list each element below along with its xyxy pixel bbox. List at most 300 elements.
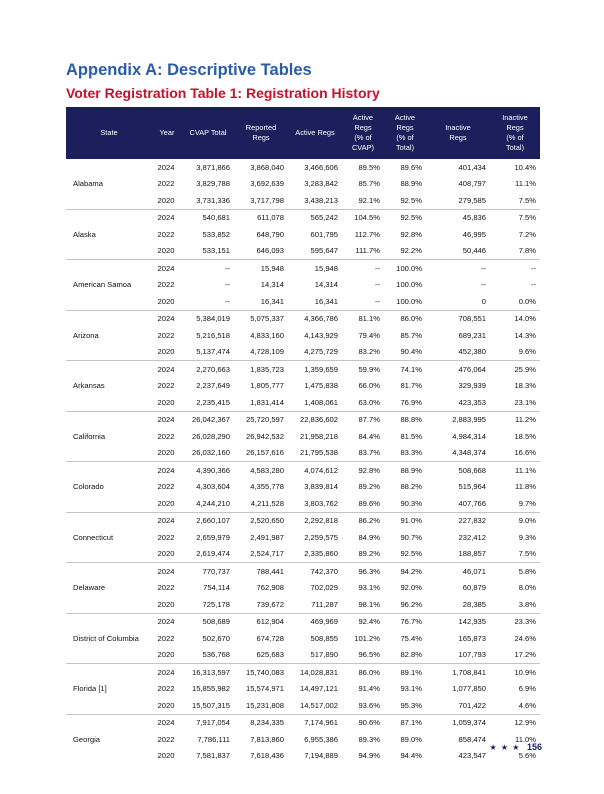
value-cell: 508,855: [310, 633, 338, 643]
column-header-line: Inactive: [502, 113, 528, 122]
value-cell: 83.2%: [358, 347, 380, 357]
value-cell: 101.2%: [354, 633, 380, 643]
column-header-line: Active: [394, 113, 416, 122]
state-cell: Florida [1]: [66, 664, 152, 715]
value-cell: 16,313,597: [182, 664, 234, 681]
value-cell: 4,244,210: [196, 498, 230, 508]
table-row: [66, 260, 540, 277]
column-header: [342, 107, 384, 159]
value-cell: 12.9%: [490, 714, 540, 731]
value-cell: 7.5%: [518, 549, 536, 559]
value-cell: 423,547: [458, 751, 486, 761]
value-cell: 89.6%: [400, 162, 422, 172]
value-cell: 2,491,987: [250, 532, 284, 542]
value-cell: 517,890: [310, 650, 338, 660]
year-cell: 2022: [157, 431, 175, 441]
value-cell: 754,114: [203, 583, 230, 593]
value-cell: --: [426, 260, 490, 277]
value-cell: 423,353: [458, 397, 486, 407]
value-cell: 188,857: [458, 549, 486, 559]
value-cell: 81.7%: [400, 381, 422, 391]
value-cell: 8,234,335: [234, 714, 288, 731]
table-row: [66, 361, 540, 378]
value-cell: 7.5%: [490, 209, 540, 226]
year-cell: 2024: [152, 361, 182, 378]
value-cell: 625,683: [256, 650, 284, 660]
value-cell: 4,366,786: [288, 310, 342, 327]
value-cell: 59.9%: [342, 361, 384, 378]
value-cell: 5.6%: [518, 751, 536, 761]
value-cell: 63.0%: [358, 397, 380, 407]
table-row: [66, 411, 540, 428]
value-cell: 5,137,474: [196, 347, 230, 357]
value-cell: 708,551: [426, 310, 490, 327]
value-cell: 15,855,982: [191, 684, 230, 694]
value-cell: 476,064: [426, 361, 490, 378]
value-cell: 96.5%: [358, 650, 380, 660]
year-cell: 2022: [157, 734, 175, 744]
value-cell: 81.5%: [400, 431, 422, 441]
value-cell: 533,151: [202, 246, 230, 256]
value-cell: --: [224, 296, 230, 306]
value-cell: 2,292,818: [288, 512, 342, 529]
value-cell: 227,832: [426, 512, 490, 529]
value-cell: 15,740,083: [234, 664, 288, 681]
value-cell: 4.6%: [518, 700, 536, 710]
value-cell: 90.4%: [400, 347, 422, 357]
value-cell: 1,835,723: [234, 361, 288, 378]
value-cell: 9.6%: [518, 347, 536, 357]
value-cell: 4,728,109: [250, 347, 284, 357]
year-cell: 2022: [157, 381, 175, 391]
value-cell: 16,341: [314, 296, 338, 306]
value-cell: --: [224, 280, 230, 290]
state-cell: Connecticut: [66, 512, 152, 563]
value-cell: 2,335,860: [304, 549, 338, 559]
state-cell: Arizona: [66, 310, 152, 361]
value-cell: 111.7%: [355, 246, 380, 256]
value-cell: 45,836: [426, 209, 490, 226]
value-cell: 14,028,831: [288, 664, 342, 681]
value-cell: 76.9%: [400, 397, 422, 407]
value-cell: 4,211,528: [250, 498, 284, 508]
value-cell: 94.9%: [358, 751, 380, 761]
value-cell: 770,737: [182, 563, 234, 580]
value-cell: 93.1%: [400, 684, 422, 694]
value-cell: 11.0%: [515, 734, 536, 744]
year-cell: 2020: [157, 246, 175, 256]
value-cell: 711,287: [311, 599, 338, 609]
value-cell: 4,833,160: [250, 330, 284, 340]
value-cell: 4,355,778: [250, 482, 284, 492]
value-cell: 92.5%: [400, 549, 422, 559]
value-cell: 92.8%: [400, 229, 422, 239]
value-cell: 83.3%: [400, 448, 422, 458]
value-cell: 2,619,474: [196, 549, 230, 559]
value-cell: 93.1%: [358, 583, 380, 593]
value-cell: 612,904: [234, 613, 288, 630]
value-cell: 15,231,808: [245, 700, 284, 710]
value-cell: 3,438,213: [304, 195, 338, 205]
value-cell: 4,143,929: [304, 330, 338, 340]
value-cell: 94.4%: [400, 751, 422, 761]
page-number: 156: [526, 742, 542, 752]
value-cell: 3,839,814: [304, 482, 338, 492]
value-cell: 1,408,061: [304, 397, 338, 407]
value-cell: 7.2%: [518, 229, 536, 239]
value-cell: 3,803,762: [304, 498, 338, 508]
value-cell: 46,995: [462, 229, 486, 239]
column-header-line: State: [100, 128, 118, 137]
value-cell: 7,786,111: [197, 734, 230, 744]
value-cell: 89.6%: [358, 498, 380, 508]
state-cell: Arkansas: [66, 361, 152, 412]
table-title: Voter Registration Table 1: Registration History: [66, 85, 380, 101]
value-cell: 23.1%: [514, 397, 536, 407]
value-cell: 8.0%: [518, 583, 536, 593]
value-cell: 100.0%: [384, 260, 426, 277]
value-cell: 7.8%: [518, 246, 536, 256]
value-cell: 3,717,798: [250, 195, 284, 205]
state-cell: Alaska: [66, 209, 152, 260]
year-cell: 2024: [152, 714, 182, 731]
value-cell: 23.3%: [490, 613, 540, 630]
year-cell: 2024: [157, 162, 175, 172]
value-cell: 725,178: [202, 599, 230, 609]
column-header-line: Year: [159, 128, 175, 137]
value-cell: --: [530, 280, 536, 290]
value-cell: 2,235,415: [196, 397, 230, 407]
value-cell: 7,581,837: [196, 751, 230, 761]
value-cell: --: [480, 280, 486, 290]
table-row: [66, 462, 540, 479]
state-cell: District of Columbia: [66, 613, 152, 664]
value-cell: 26,028,290: [191, 431, 230, 441]
value-cell: 100.0%: [396, 280, 422, 290]
value-cell: 7,618,436: [250, 751, 284, 761]
value-cell: 3,871,866: [196, 162, 230, 172]
value-cell: 762,908: [256, 583, 284, 593]
value-cell: 18.3%: [514, 381, 536, 391]
value-cell: --: [490, 260, 540, 277]
value-cell: 26,042,367: [182, 411, 234, 428]
value-cell: 0: [481, 296, 486, 306]
year-cell: 2022: [157, 684, 175, 694]
value-cell: 15,507,315: [191, 700, 230, 710]
column-header-line: Active Regs: [295, 128, 335, 137]
value-cell: 112.7%: [354, 229, 380, 239]
value-cell: 3,692,639: [250, 179, 284, 189]
value-cell: 60,879: [462, 583, 486, 593]
value-cell: 5,075,337: [234, 310, 288, 327]
year-cell: 2020: [157, 397, 175, 407]
value-cell: 89.1%: [384, 664, 426, 681]
column-header-line: (% of: [396, 133, 414, 142]
value-cell: 540,681: [182, 209, 234, 226]
value-cell: 601,795: [310, 229, 338, 239]
year-cell: 2024: [152, 462, 182, 479]
value-cell: 452,380: [458, 347, 486, 357]
table-row: [66, 209, 540, 226]
value-cell: 4,348,374: [452, 448, 486, 458]
value-cell: 90.6%: [342, 714, 384, 731]
state-cell: American Samoa: [66, 260, 152, 311]
value-cell: 14.3%: [514, 330, 536, 340]
year-cell: 2020: [157, 751, 175, 761]
column-header-line: Regs: [354, 123, 372, 132]
value-cell: 7,194,889: [304, 751, 338, 761]
value-cell: 142,935: [426, 613, 490, 630]
value-cell: 9.7%: [518, 498, 536, 508]
column-header-line: Total): [395, 143, 415, 152]
value-cell: --: [342, 260, 384, 277]
column-header-line: Regs: [252, 133, 270, 142]
value-cell: 2,883,995: [426, 411, 490, 428]
value-cell: 88.2%: [400, 482, 422, 492]
year-cell: 2024: [152, 209, 182, 226]
value-cell: 1,805,777: [250, 381, 284, 391]
value-cell: 3,731,336: [196, 195, 230, 205]
year-cell: 2020: [157, 599, 175, 609]
value-cell: 15,948: [288, 260, 342, 277]
value-cell: 107,793: [458, 650, 486, 660]
value-cell: 82.8%: [400, 650, 422, 660]
value-cell: 329,939: [458, 381, 486, 391]
value-cell: 87.1%: [384, 714, 426, 731]
value-cell: 7,174,961: [288, 714, 342, 731]
value-cell: 22,836,602: [288, 411, 342, 428]
year-cell: 2020: [157, 650, 175, 660]
value-cell: 66.0%: [358, 381, 380, 391]
year-cell: 2024: [152, 310, 182, 327]
value-cell: 6,955,386: [304, 734, 338, 744]
column-header-line: Inactive: [445, 123, 471, 132]
value-cell: 2,520,650: [234, 512, 288, 529]
value-cell: 46,071: [426, 563, 490, 580]
column-header-line: Regs: [396, 123, 414, 132]
value-cell: 87.7%: [342, 411, 384, 428]
value-cell: 7,813,860: [250, 734, 284, 744]
value-cell: 75.4%: [400, 633, 422, 643]
column-header-line: Total): [505, 143, 525, 152]
value-cell: 646,093: [256, 246, 284, 256]
value-cell: 5,384,019: [182, 310, 234, 327]
value-cell: 92.5%: [384, 209, 426, 226]
value-cell: 26,942,532: [245, 431, 284, 441]
value-cell: 28,385: [462, 599, 486, 609]
state-cell: Alabama: [73, 179, 103, 189]
value-cell: 2,660,107: [182, 512, 234, 529]
year-cell: 2024: [152, 411, 182, 428]
year-cell: 2020: [157, 195, 175, 205]
year-cell: 2022: [157, 532, 175, 542]
table-row: [66, 664, 540, 681]
column-header-line: Regs: [449, 133, 467, 142]
value-cell: 92.2%: [400, 246, 422, 256]
year-cell: 2022: [157, 229, 175, 239]
value-cell: 86.2%: [342, 512, 384, 529]
value-cell: 515,964: [458, 482, 486, 492]
value-cell: 4,074,612: [288, 462, 342, 479]
value-cell: --: [374, 296, 380, 306]
value-cell: 88.8%: [384, 411, 426, 428]
value-cell: 401,434: [458, 162, 486, 172]
year-cell: 2022: [157, 583, 175, 593]
value-cell: 2,270,663: [182, 361, 234, 378]
value-cell: 84.4%: [358, 431, 380, 441]
value-cell: 104.5%: [342, 209, 384, 226]
value-cell: 91.4%: [358, 684, 380, 694]
year-cell: 2022: [157, 179, 175, 189]
value-cell: 100.0%: [396, 296, 422, 306]
value-cell: 3,283,842: [304, 179, 338, 189]
value-cell: 81.1%: [342, 310, 384, 327]
column-header: [66, 107, 152, 159]
value-cell: 6.9%: [518, 684, 536, 694]
value-cell: 508,689: [182, 613, 234, 630]
value-cell: 92.1%: [358, 195, 380, 205]
value-cell: 11.1%: [490, 462, 540, 479]
value-cell: 536,768: [202, 650, 230, 660]
value-cell: 1,475,838: [304, 381, 338, 391]
value-cell: 18.5%: [514, 431, 536, 441]
value-cell: 25.9%: [490, 361, 540, 378]
value-cell: 15,574,971: [245, 684, 284, 694]
year-cell: 2022: [157, 330, 175, 340]
value-cell: 1,359,659: [288, 361, 342, 378]
value-cell: 565,242: [288, 209, 342, 226]
value-cell: 0.0%: [518, 296, 536, 306]
value-cell: 92.0%: [400, 583, 422, 593]
table-row: [66, 512, 540, 529]
value-cell: 2,524,717: [250, 549, 284, 559]
value-cell: 4,275,729: [304, 347, 338, 357]
value-cell: 74.1%: [384, 361, 426, 378]
value-cell: 502,670: [202, 633, 230, 643]
value-cell: 83.7%: [358, 448, 380, 458]
value-cell: 76.7%: [384, 613, 426, 630]
value-cell: 7.5%: [518, 195, 536, 205]
state-cell: California: [66, 411, 152, 462]
table-row: [66, 613, 540, 630]
year-cell: 2024: [152, 512, 182, 529]
year-cell: 2020: [157, 347, 175, 357]
column-header-line: (% of: [354, 133, 372, 142]
value-cell: 739,672: [256, 599, 284, 609]
column-header: [182, 107, 234, 159]
value-cell: 16,341: [260, 296, 284, 306]
appendix-title: Appendix A: Descriptive Tables: [66, 61, 312, 79]
value-cell: 98.1%: [358, 599, 380, 609]
value-cell: 79.4%: [358, 330, 380, 340]
value-cell: 89.3%: [358, 734, 380, 744]
value-cell: 94.2%: [384, 563, 426, 580]
state-cell: Delaware: [66, 563, 152, 614]
value-cell: 92.5%: [400, 195, 422, 205]
column-header-line: Regs: [506, 123, 524, 132]
value-cell: 95.3%: [400, 700, 422, 710]
column-header: [490, 107, 540, 159]
value-cell: 14.0%: [490, 310, 540, 327]
value-cell: 24.6%: [514, 633, 536, 643]
value-cell: 14,497,121: [299, 684, 338, 694]
value-cell: 3,868,040: [250, 162, 284, 172]
value-cell: 96.2%: [400, 599, 422, 609]
value-cell: 85.7%: [400, 330, 422, 340]
value-cell: 5,216,518: [196, 330, 230, 340]
value-cell: 16.6%: [514, 448, 536, 458]
header-row: [66, 107, 540, 159]
value-cell: 4,303,604: [196, 482, 230, 492]
year-cell: 2024: [152, 664, 182, 681]
value-cell: 14,314: [260, 280, 284, 290]
column-header: [288, 107, 342, 159]
value-cell: 232,412: [458, 532, 486, 542]
state-cell: Colorado: [66, 462, 152, 513]
value-cell: 701,422: [458, 700, 486, 710]
value-cell: 1,708,841: [426, 664, 490, 681]
column-header-line: (% of: [506, 133, 524, 142]
value-cell: --: [182, 260, 234, 277]
column-header: [152, 107, 182, 159]
value-cell: 1,059,374: [426, 714, 490, 731]
value-cell: 1,831,414: [250, 397, 284, 407]
value-cell: 96.3%: [342, 563, 384, 580]
value-cell: 9.3%: [518, 532, 536, 542]
value-cell: 508,668: [426, 462, 490, 479]
state-cell: Georgia: [66, 714, 152, 764]
value-cell: 91.0%: [384, 512, 426, 529]
year-cell: 2024: [152, 260, 182, 277]
value-cell: 4,984,314: [452, 431, 486, 441]
value-cell: 89.0%: [400, 734, 422, 744]
value-cell: 14,517,002: [299, 700, 338, 710]
value-cell: 469,969: [288, 613, 342, 630]
table-row: [66, 563, 540, 580]
value-cell: 4,583,280: [234, 462, 288, 479]
value-cell: 3,829,788: [196, 179, 230, 189]
year-cell: 2024: [152, 613, 182, 630]
table-body: [66, 159, 540, 764]
value-cell: 165,873: [458, 633, 486, 643]
value-cell: 21,795,538: [299, 448, 338, 458]
value-cell: 25,720,597: [234, 411, 288, 428]
column-header: [426, 107, 490, 159]
value-cell: 88.9%: [400, 179, 422, 189]
column-header-line: Reported: [245, 123, 277, 132]
value-cell: 17.2%: [514, 650, 536, 660]
value-cell: 11.1%: [515, 179, 536, 189]
value-cell: 10.9%: [490, 664, 540, 681]
year-cell: 2020: [157, 549, 175, 559]
value-cell: 50,446: [462, 246, 486, 256]
value-cell: 11.2%: [490, 411, 540, 428]
value-cell: 611,078: [234, 209, 288, 226]
value-cell: 858,474: [458, 734, 486, 744]
year-cell: 2020: [157, 296, 175, 306]
value-cell: 26,157,616: [245, 448, 284, 458]
value-cell: 2,237,649: [196, 381, 230, 391]
year-cell: 2024: [152, 563, 182, 580]
year-cell: 2020: [157, 498, 175, 508]
value-cell: 90.7%: [400, 532, 422, 542]
year-cell: 2022: [157, 482, 175, 492]
value-cell: 702,029: [310, 583, 338, 593]
year-cell: 2020: [157, 700, 175, 710]
year-cell: 2020: [157, 448, 175, 458]
stars-icon: ★ ★ ★: [489, 743, 521, 752]
column-header-line: CVAP Total: [189, 128, 227, 137]
